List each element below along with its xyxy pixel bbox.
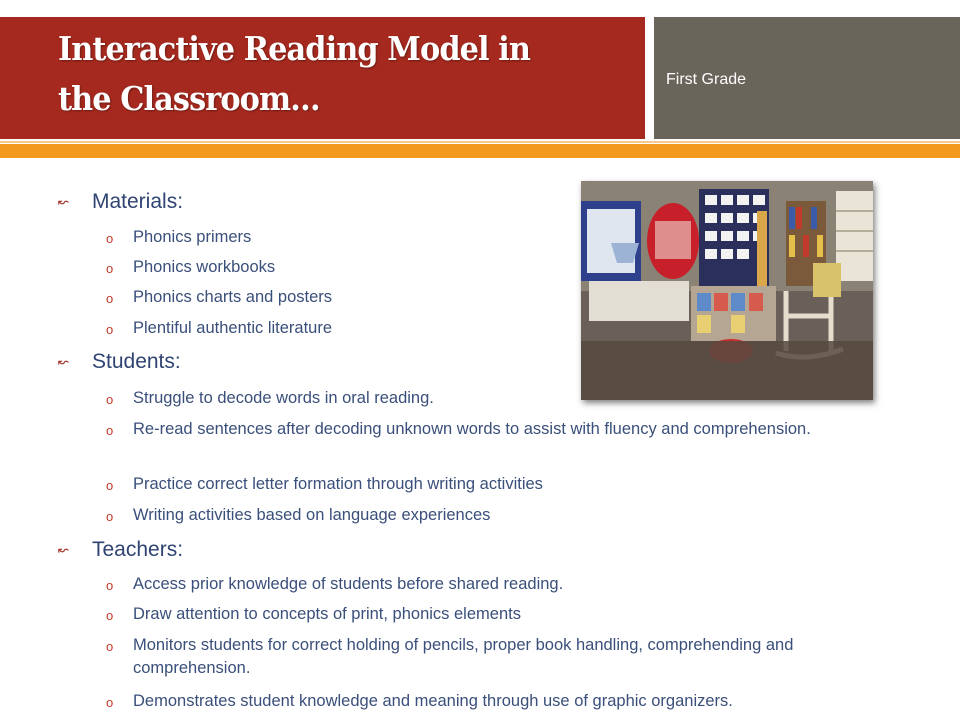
circle-bullet-icon: o bbox=[106, 322, 114, 337]
circle-bullet-icon: o bbox=[106, 578, 114, 593]
circle-bullet-icon: o bbox=[106, 608, 114, 623]
circle-bullet-icon: o bbox=[106, 291, 114, 306]
section-heading-text: Students: bbox=[92, 350, 181, 373]
list-item-text: Monitors students for correct holding of pencils, proper book handling, comprehending and comprehension. bbox=[133, 636, 794, 677]
circle-bullet-icon: o bbox=[106, 639, 114, 654]
list-item bbox=[106, 573, 873, 596]
list-item bbox=[106, 418, 873, 441]
list-item-text: Practice correct letter formation through writing activities bbox=[133, 475, 543, 493]
list-item-text: Access prior knowledge of students before shared reading. bbox=[133, 575, 564, 593]
section-heading-materials bbox=[58, 190, 184, 214]
list-item-text: Draw attention to concepts of print, phonics elements bbox=[133, 605, 521, 623]
circle-bullet-icon: o bbox=[106, 509, 114, 524]
section-heading-teachers bbox=[58, 538, 184, 562]
list-item bbox=[106, 634, 833, 680]
list-item bbox=[106, 504, 873, 527]
section-heading-students bbox=[58, 350, 181, 374]
list-item-text: Phonics workbooks bbox=[133, 258, 276, 276]
list-item-text: Struggle to decode words in oral reading. bbox=[133, 389, 434, 407]
circle-bullet-icon: o bbox=[106, 392, 114, 407]
list-item-text: Phonics charts and posters bbox=[133, 288, 333, 306]
circle-bullet-icon: o bbox=[106, 231, 114, 246]
list-item bbox=[106, 473, 873, 496]
circle-bullet-icon: o bbox=[106, 695, 114, 710]
list-item-text: Re-read sentences after decoding unknown words to assist with fluency and comprehension. bbox=[133, 420, 811, 438]
list-item-text: Plentiful authentic literature bbox=[133, 319, 333, 337]
curved-arrow-bullet-icon: ↜ bbox=[58, 542, 69, 557]
list-item bbox=[106, 226, 873, 249]
section-heading-text: Materials: bbox=[92, 190, 184, 213]
section-heading-text: Teachers: bbox=[92, 538, 184, 561]
curved-arrow-bullet-icon: ↜ bbox=[58, 194, 69, 209]
circle-bullet-icon: o bbox=[106, 423, 114, 438]
list-item bbox=[106, 256, 873, 279]
list-item bbox=[106, 286, 873, 309]
slide-title: Interactive Reading Model in the Classroom… bbox=[58, 29, 531, 118]
curved-arrow-bullet-icon: ↜ bbox=[58, 354, 69, 369]
list-item bbox=[106, 690, 933, 713]
list-item-text: Phonics primers bbox=[133, 228, 252, 246]
circle-bullet-icon: o bbox=[106, 261, 114, 276]
slide-subtitle: First Grade bbox=[666, 71, 747, 88]
circle-bullet-icon: o bbox=[106, 478, 114, 493]
list-item-text: Demonstrates student knowledge and meaning through use of graphic organizers. bbox=[133, 692, 733, 710]
list-item-text: Writing activities based on language experiences bbox=[133, 506, 491, 524]
list-item bbox=[106, 317, 873, 340]
list-item bbox=[106, 603, 873, 626]
list-item bbox=[106, 387, 873, 410]
